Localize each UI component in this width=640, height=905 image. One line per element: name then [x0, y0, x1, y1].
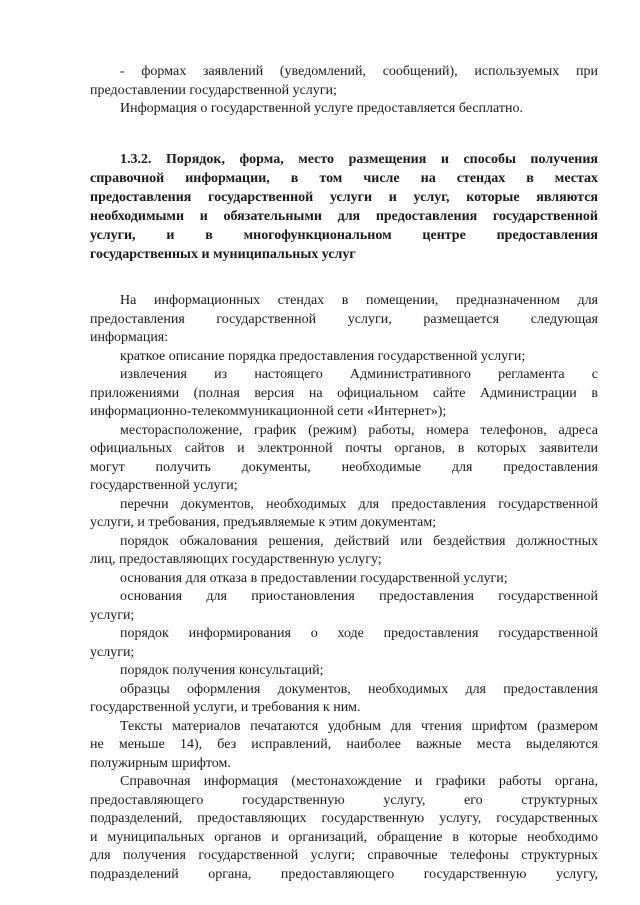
text-line: - формах заявлений (уведомлений, сообщений), используемых при — [120, 64, 598, 79]
heading-line: 1.3.2. Порядок, форма, место размещения и способы получения — [120, 152, 598, 167]
text-line: полужирным шрифтом. — [90, 755, 231, 771]
heading-line: необходимыми и обязательными для предоставления государственной — [90, 209, 598, 224]
text-line: порядок информирования о ходе предоставления государственной — [120, 626, 598, 641]
text-line: предоставлении государственной услуги; — [90, 82, 337, 98]
text-line: подразделений органа, предоставляющего государственную услугу, — [90, 866, 598, 882]
text-line: предоставления государственной услуги, размещается следующая — [90, 311, 598, 327]
text-line: услуги; — [90, 607, 135, 623]
text-line: Информация о государственной услуге предоставляется бесплатно. — [120, 101, 523, 116]
text-line: порядок обжалования решения, действий или бездействия должностных — [120, 533, 598, 549]
text-line: Справочная информация (местонахождение и графики работы органа, — [120, 774, 598, 789]
text-line: государственной услуги; — [90, 478, 238, 493]
heading-line: справочной информации, в том числе на стендах в местах — [90, 171, 598, 186]
text-line: На информационных стендах в помещении, предназначенном для — [120, 293, 598, 308]
text-line: месторасположение, график (режим) работы, номера телефонов, адреса — [120, 422, 598, 438]
text-line: образцы оформления документов, необходимых для предоставления — [120, 681, 598, 697]
text-line: приложениями (полная версия на официальном сайте Администрации в — [90, 385, 598, 401]
text-line: информационно-телекоммуникационной сети «Интернет»); — [90, 404, 447, 419]
text-line: для получения государственной услуги; справочные телефоны структурных — [90, 848, 598, 863]
text-line: лиц, предоставляющих государственную услугу; — [90, 552, 382, 567]
text-line: Тексты материалов печатаются удобным для чтения шрифтом (размером — [120, 718, 598, 734]
text-line: официальных сайтов и электронной почты органов, в которых заявители — [90, 441, 598, 456]
text-line: краткое описание порядка предоставления государственной услуги; — [120, 348, 526, 364]
text-line: подразделений, предоставляющих государственную услугу, государственных — [90, 811, 598, 826]
text-line: перечни документов, необходимых для предоставления государственной — [120, 496, 598, 512]
text-line: информация: — [90, 330, 169, 345]
text-line: основания для приостановления предоставления государственной — [120, 589, 598, 604]
section-heading — [90, 150, 598, 264]
text-line: могут получить документы, необходимые для предоставления — [90, 459, 598, 475]
text-line: и муниципальных органов и организаций, обращение в которые необходимо — [90, 829, 598, 845]
text-line: услуги; — [90, 644, 135, 660]
text-line: не меньше 14), без исправлений, наиболее важные места выделяются — [90, 737, 598, 752]
text-line: порядок получения консультаций; — [120, 663, 324, 678]
text-line: государственной услуги, и требования к ним. — [90, 700, 361, 715]
text-line: предоставляющего государственную услугу, его структурных — [90, 792, 598, 808]
intro-paragraph — [90, 63, 598, 119]
heading-line: предоставления государственной услуги и услуг, которые являются — [90, 190, 598, 205]
text-line: основания для отказа в предоставлении государственной услуги; — [120, 570, 508, 586]
text-line: извлечения из настоящего Административного регламента с — [120, 367, 598, 382]
body-text — [90, 292, 598, 884]
heading-line: услуги, и в многофункциональном центре предоставления — [90, 228, 598, 243]
text-line: услуги, и требования, предъявляемые к этим документам; — [90, 515, 437, 530]
heading-line: государственных и муниципальных услуг — [90, 247, 356, 262]
